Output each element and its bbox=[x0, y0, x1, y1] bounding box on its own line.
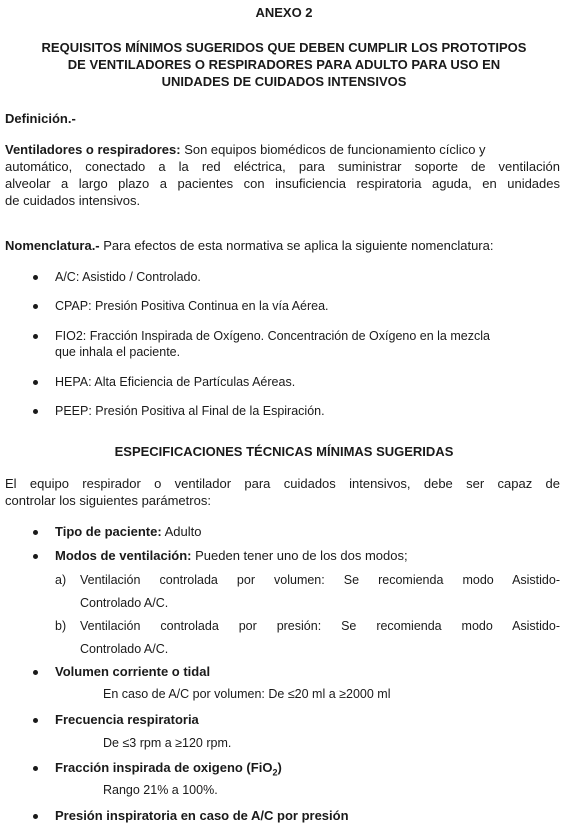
main-title-line-3: UNIDADES DE CUIDADOS INTENSIVOS bbox=[161, 74, 407, 89]
mode-b-line-1: Ventilación controlada por presión: Se recomienda modo Asistido- bbox=[80, 619, 560, 633]
spec-ventilation-modes bbox=[55, 547, 408, 564]
main-title-line-2: DE VENTILADORES O RESPIRADORES PARA ADULTO PARA USO EN bbox=[67, 57, 501, 72]
spec-tidal-value: En caso de A/C por volumen: De ≤20 ml a ≥2000 ml bbox=[103, 687, 391, 701]
definition-line-1 bbox=[5, 141, 560, 158]
spec-patient-type bbox=[55, 523, 201, 540]
spec-patient-value: Adulto bbox=[161, 524, 202, 539]
definition-line-2: automático, conectado a la red eléctrica, para suministrar soporte de ventilación bbox=[5, 159, 560, 174]
bullet-icon bbox=[33, 530, 38, 535]
specs-intro-line-1: El equipo respirador o ventilador para cuidados intensivos, debe ser capaz de bbox=[5, 476, 560, 491]
mode-a-line-1: Ventilación controlada por volumen: Se recomienda modo Asistido- bbox=[80, 573, 560, 587]
spec-rate-label: Frecuencia respiratoria bbox=[55, 712, 199, 727]
mode-b-line-2: Controlado A/C. bbox=[80, 642, 169, 656]
definition-text-1: Son equipos biomédicos de funcionamiento cíclico y bbox=[180, 142, 486, 157]
bullet-icon bbox=[33, 334, 38, 339]
spec-fio2-close: ) bbox=[277, 760, 282, 775]
spec-tidal-label: Volumen corriente o tidal bbox=[55, 664, 211, 679]
nomenclature-item-fio2: FIO2: Fracción Inspirada de Oxígeno. Concentración de Oxígeno en la mezcla bbox=[55, 329, 490, 343]
spec-patient-label: Tipo de paciente: bbox=[55, 524, 162, 539]
mode-b-marker: b) bbox=[55, 619, 67, 633]
spec-modes-label: Modos de ventilación: bbox=[55, 548, 192, 563]
bullet-icon bbox=[33, 670, 38, 675]
bullet-icon bbox=[33, 380, 38, 385]
spec-fio2-value: Rango 21% a 100%. bbox=[103, 783, 218, 797]
definition-line-4: de cuidados intensivos. bbox=[5, 193, 141, 208]
bullet-icon bbox=[33, 409, 38, 414]
mode-a-line-2: Controlado A/C. bbox=[80, 596, 169, 610]
nomenclature-line bbox=[5, 237, 560, 254]
bullet-icon bbox=[33, 766, 38, 771]
nomenclature-item-cpap: CPAP: Presión Positiva Continua en la vía Aérea. bbox=[55, 299, 329, 313]
nomenclature-item-ac: A/C: Asistido / Controlado. bbox=[55, 270, 201, 284]
definition-heading: Definición.- bbox=[5, 111, 76, 126]
bullet-icon bbox=[33, 814, 38, 819]
spec-fio2-label-text: Fracción inspirada de oxigeno (FiO bbox=[55, 760, 273, 775]
spec-pressure-label: Presión inspiratoria en caso de A/C por presión bbox=[55, 808, 349, 823]
spec-modes-value: Pueden tener uno de los dos modos; bbox=[191, 548, 408, 563]
spec-fio2-label bbox=[55, 759, 282, 776]
specs-heading: ESPECIFICACIONES TÉCNICAS MÍNIMAS SUGERIDAS bbox=[114, 444, 454, 459]
bullet-icon bbox=[33, 718, 38, 723]
spec-fio2-subscript: 2 bbox=[272, 767, 278, 778]
specs-intro-line-2: controlar los siguientes parámetros: bbox=[5, 493, 211, 508]
bullet-icon bbox=[33, 554, 38, 559]
nomenclature-text: Para efectos de esta normativa se aplica la siguiente nomenclatura: bbox=[99, 238, 494, 253]
definition-line-3: alveolar a largo plazo a pacientes con insuficiencia respiratoria aguda, en unidades bbox=[5, 176, 560, 191]
bullet-icon bbox=[33, 304, 38, 309]
nomenclature-term: Nomenclatura.- bbox=[5, 238, 100, 253]
nomenclature-item-hepa: HEPA: Alta Eficiencia de Partículas Aéreas. bbox=[55, 375, 296, 389]
definition-term: Ventiladores o respiradores: bbox=[5, 142, 181, 157]
spec-rate-value: De ≤3 rpm a ≥120 rpm. bbox=[103, 736, 232, 750]
mode-a-marker: a) bbox=[55, 573, 67, 587]
nomenclature-item-fio2-cont: que inhala el paciente. bbox=[55, 345, 181, 359]
bullet-icon bbox=[33, 275, 38, 280]
annex-title: ANEXO 2 bbox=[255, 5, 313, 20]
main-title-line-1: REQUISITOS MÍNIMOS SUGERIDOS QUE DEBEN CUMPLIR LOS PROTOTIPOS bbox=[41, 40, 527, 55]
nomenclature-item-peep: PEEP: Presión Positiva al Final de la Espiración. bbox=[55, 404, 325, 418]
